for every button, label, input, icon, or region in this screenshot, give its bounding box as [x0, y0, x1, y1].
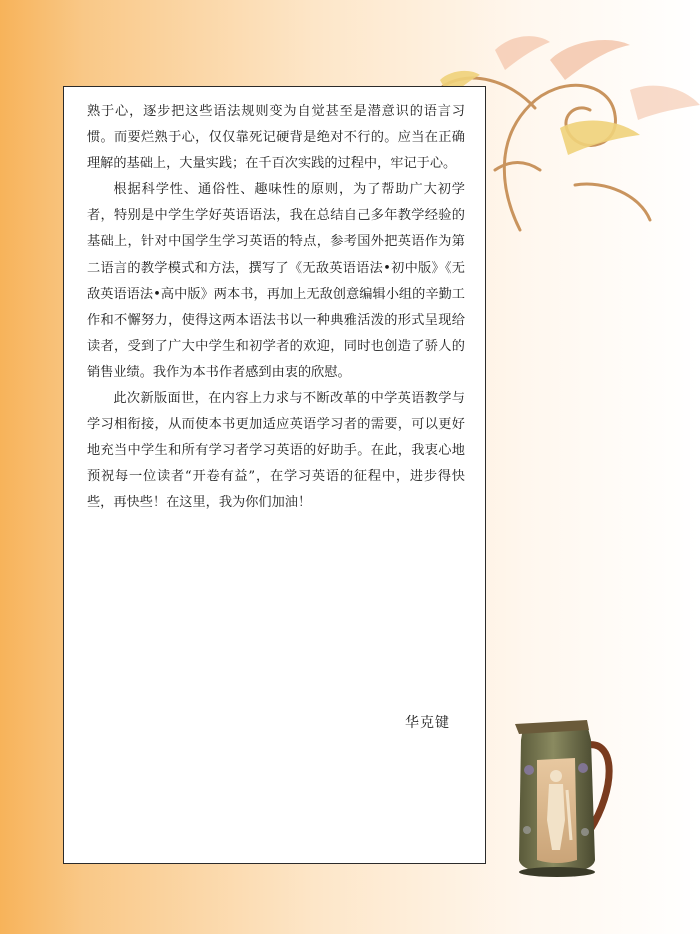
paragraph-2: 根据科学性、通俗性、趣味性的原则，为了帮助广大初学者，特别是中学生学好英语语法，我在总结自己多年教学经验的基础上，针对中国学生学习英语的特点，参考国外把英语作为第二语言的教学模式和方法，撰写了《无敌英语语法•初中版》《无敌英语语法•高中版》两本书，再加上无敌创意编辑小组的辛勤工作和不懈努力，使得这两本语法书以一种典雅活泼的形式呈现给读者，受到了广大中学生和初学者的欢迎，同时也创造了骄人的销售业绩。我作为本书作者感到由衷的欣慰。 [87, 182, 465, 380]
author-signature: 华克键 [405, 715, 450, 731]
ceramic-jug-image [505, 710, 620, 880]
text-panel [63, 86, 486, 864]
paragraph-3: 此次新版面世，在内容上力求与不断改革的中学英语教学与学习相衔接，从而使本书更加适应英语学习者的需要，可以更好地充当中学生和所有学习者学习英语的好助手。在此，我衷心地预祝每一位读者“开卷有益”，在学习英语的征程中，进步得快些，再快些！在这里，我为你们加油！ [87, 391, 465, 511]
paragraph-1: 熟于心，逐步把这些语法规则变为自觉甚至是潜意识的语言习惯。而要烂熟于心，仅仅靠死记硬背是绝对不行的。应当在正确理解的基础上，大量实践；在千百次实践的过程中，牢记于心。 [87, 104, 465, 172]
preface-text [87, 99, 465, 517]
